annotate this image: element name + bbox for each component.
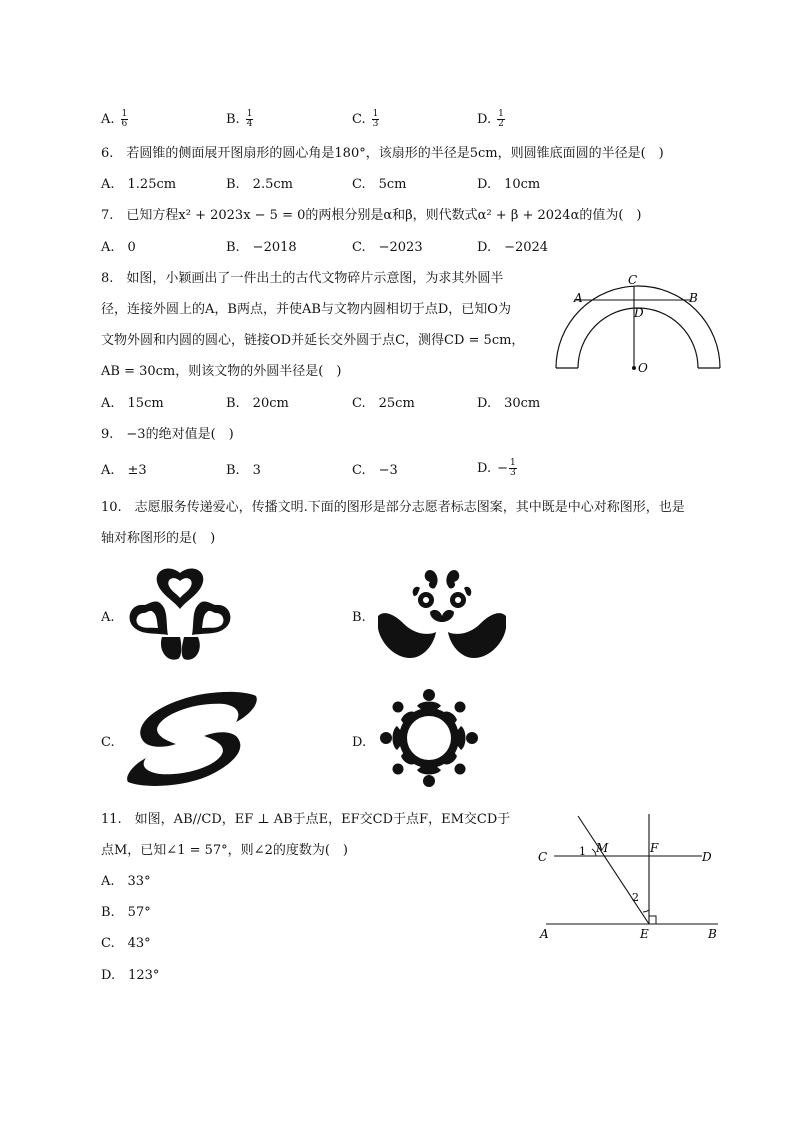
emblem-b-left-hand xyxy=(378,613,436,658)
q11-option-b: B. 57° xyxy=(101,905,151,920)
q6-option-b: B. 2.5cm xyxy=(226,177,293,192)
q11-label-angle-2: 2 xyxy=(632,891,639,904)
q8-line-3: 文物外圆和内圆的圆心，链接OD并延长交外圆于点C，测得CD = 5cm， xyxy=(101,333,525,348)
q6-option-a: A. 1.25cm xyxy=(101,177,177,192)
q7-option-c: C. −2023 xyxy=(352,240,423,255)
q10-option-c-label: C. xyxy=(101,735,115,750)
q8-label-o: O xyxy=(638,361,648,375)
q8-option-d: D. 30cm xyxy=(477,396,541,411)
q5-option-b: B. $\frac{1}{4}$ xyxy=(226,109,253,129)
q11-figure xyxy=(534,812,724,946)
q6-option-c: C. 5cm xyxy=(352,177,407,192)
q10-line-1: 10. 志愿服务传递爱心，传播文明.下面的图形是部分志愿者标志图案，其中既是中心对称图形，也是 xyxy=(101,500,685,515)
q8-option-c: C. 25cm xyxy=(352,396,415,411)
q7-option-a: A. 0 xyxy=(101,240,136,255)
q11-label-e: E xyxy=(640,927,649,941)
q7-option-d: D. −2024 xyxy=(477,240,549,255)
q9-text: 9. −3的绝对值是( ) xyxy=(101,427,234,442)
q11-option-c: C. 43° xyxy=(101,936,151,951)
q8-label-d: D xyxy=(634,306,644,320)
q5-option-d: D. $\frac{1}{2}$ xyxy=(477,109,504,129)
q11-option-a: A. 33° xyxy=(101,874,151,889)
q7-option-b: B. −2018 xyxy=(226,240,297,255)
q8-line-1: 8. 如图，小颖画出了一件出土的古代文物碎片示意图，为求其外圆半 xyxy=(101,271,504,286)
q9-option-b: B. 3 xyxy=(226,463,261,478)
q8-label-b: B xyxy=(689,291,698,305)
q10-emblem-a xyxy=(122,565,238,665)
q11-label-b: B xyxy=(708,927,717,941)
q6-option-d: D. 10cm xyxy=(477,177,541,192)
q10-option-a-label: A. xyxy=(101,610,115,625)
q10-line-2: 轴对称图形的是( ) xyxy=(101,531,216,546)
q11-label-m: M xyxy=(596,841,609,855)
q8-label-a: A xyxy=(574,291,583,305)
q8-line-4: AB = 30cm，则该文物的外圆半径是( ) xyxy=(101,364,342,379)
q11-label-c: C xyxy=(538,850,548,864)
q11-label-a: A xyxy=(540,927,549,941)
q11-label-angle-1: 1 xyxy=(579,845,586,858)
q7-text: 7. 已知方程x² + 2023x − 5 = 0的两根分别是α和β，则代数式α² + β + 2024α的值为( ) xyxy=(101,208,642,223)
q8-line-2: 径，连接外圆上的A，B两点，并使AB与文物内圆相切于点D，已知O为 xyxy=(101,302,511,317)
q5-option-a: A. $\frac{1}{6}$ xyxy=(101,109,128,129)
q10-emblem-b xyxy=(374,566,510,666)
q9-option-d: D. − $\frac{1}{3}$ xyxy=(477,458,516,478)
q9-option-c: C. −3 xyxy=(352,463,398,478)
q11-label-f: F xyxy=(650,841,659,855)
q11-line-1: 11. 如图，AB//CD，EF ⊥ AB于点E，EF交CD于点F，EM交CD于 xyxy=(101,812,511,827)
q8-option-a: A. 15cm xyxy=(101,396,164,411)
q11-line-2: 点M，已知∠1 = 57°，则∠2的度数为( ) xyxy=(101,843,348,858)
q9-option-a: A. ±3 xyxy=(101,463,147,478)
q10-emblem-d xyxy=(374,686,484,790)
q11-line-em xyxy=(578,816,649,924)
q10-option-d-label: D. xyxy=(352,735,367,750)
q10-emblem-c xyxy=(124,690,260,790)
q10-option-b-label: B. xyxy=(352,610,366,625)
q8-figure xyxy=(548,270,728,380)
emblem-b-right-hand xyxy=(448,613,506,658)
q8-label-c: C xyxy=(628,273,638,287)
q11-option-d: D. 123° xyxy=(101,968,160,983)
q5-option-c: C. $\frac{1}{3}$ xyxy=(352,109,379,129)
q11-label-d: D xyxy=(702,850,712,864)
q6-text: 6. 若圆锥的侧面展开图扇形的圆心角是180°，该扇形的半径是5cm，则圆锥底面圆的半径是( ) xyxy=(101,146,664,161)
q8-option-b: B. 20cm xyxy=(226,396,289,411)
